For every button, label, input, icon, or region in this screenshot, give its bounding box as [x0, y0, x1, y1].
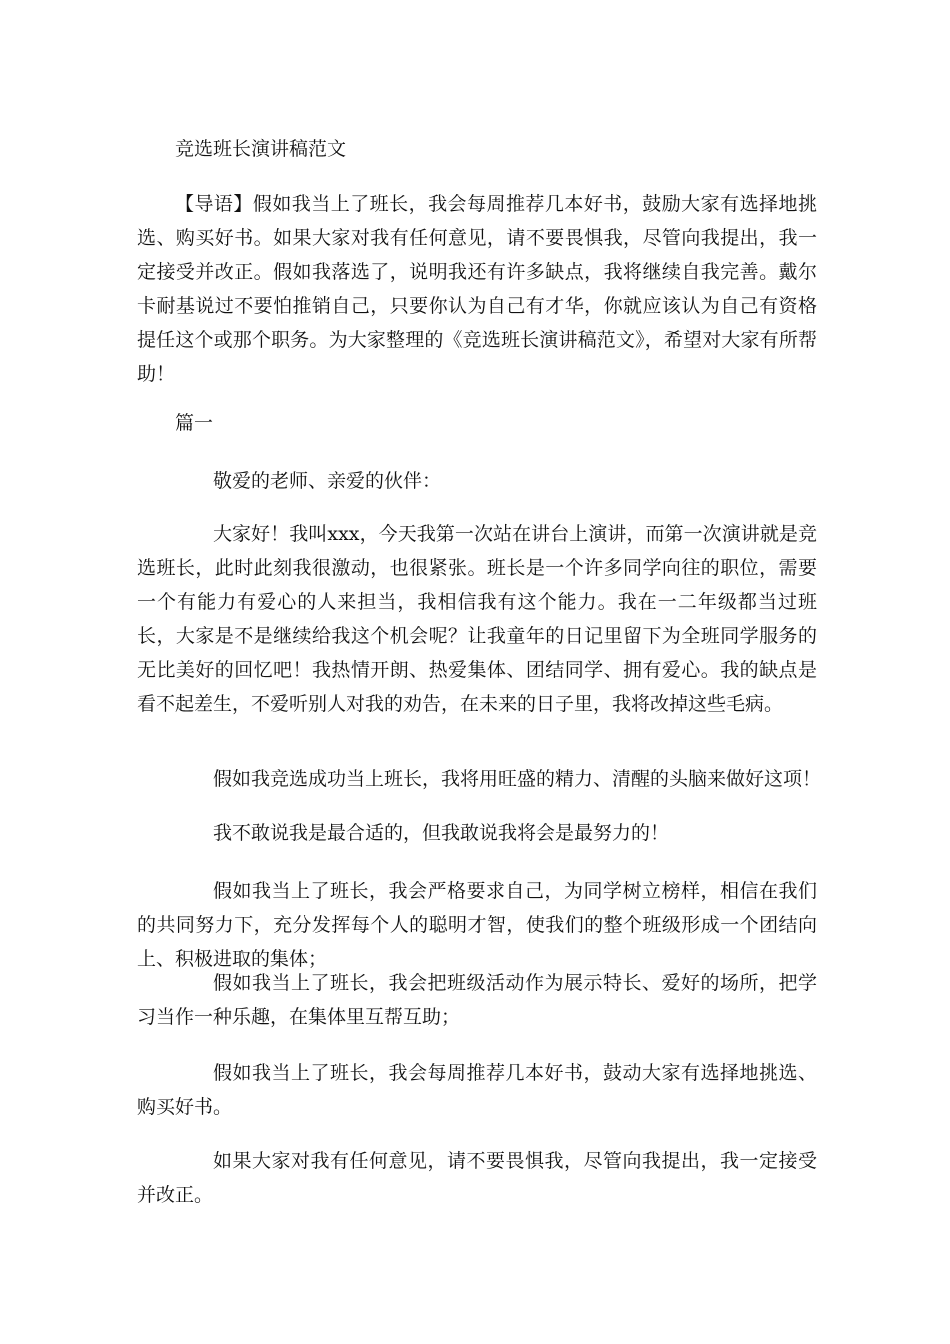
body-paragraph: 大家好！我叫xxx，今天我第一次站在讲台上演讲，而第一次演讲就是竞选班长，此时此刻我很激动，也很紧张。班长是一个许多同学向往的职位，需要一个有能力有爱心的人来担当，我相信我有这个能力。我在一二年级都当过班长，大家是不是继续给我这个机会呢？让我童年的日记里留下为全班同学服务的无比美好的回忆吧！我热情开朗、热爱集体、团结同学、拥有爱心。我的缺点是看不起差生，不爱听别人对我的劝告，在未来的日子里，我将改掉这些毛病。: [137, 523, 817, 715]
body-paragraph: 假如我当上了班长，我会把班级活动作为展示特长、爱好的场所，把学习当作一种乐趣，在集体里互帮互助；: [137, 972, 817, 1028]
body-paragraph: 如果大家对我有任何意见，请不要畏惧我，尽管向我提出，我一定接受并改正。: [137, 1150, 817, 1206]
salutation: 敬爱的老师、亲爱的伙伴：: [213, 470, 442, 492]
document-title: 竞选班长演讲稿范文: [175, 138, 347, 160]
intro-paragraph: 【导语】假如我当上了班长，我会每周推荐几本好书，鼓励大家有选择地挑选、购买好书。如果大家对我有任何意见，请不要畏惧我，尽管向我提出，我一定接受并改正。假如我落选了，说明我还有许多缺点，我将继续自我完善。戴尔卡耐基说过不要怕推销自己，只要你认为自己有才华，你就应该认为自己有资格提任这个或那个职务。为大家整理的《竞选班长演讲稿范文》，希望对大家有所帮助！: [137, 193, 817, 385]
section-label: 篇一: [175, 412, 214, 434]
body-paragraph: 假如我当上了班长，我会每周推荐几本好书，鼓动大家有选择地挑选、购买好书。: [137, 1062, 817, 1118]
body-paragraph: 假如我当上了班长，我会严格要求自己，为同学树立榜样，相信在我们的共同努力下，充分发挥每个人的聪明才智，使我们的整个班级形成一个团结向上、积极进取的集体；: [137, 880, 817, 970]
body-paragraph: 我不敢说我是最合适的，但我敢说我将会是最努力的！: [213, 822, 670, 844]
body-paragraph: 假如我竞选成功当上班长，我将用旺盛的精力、清醒的头脑来做好这项！: [213, 768, 822, 790]
